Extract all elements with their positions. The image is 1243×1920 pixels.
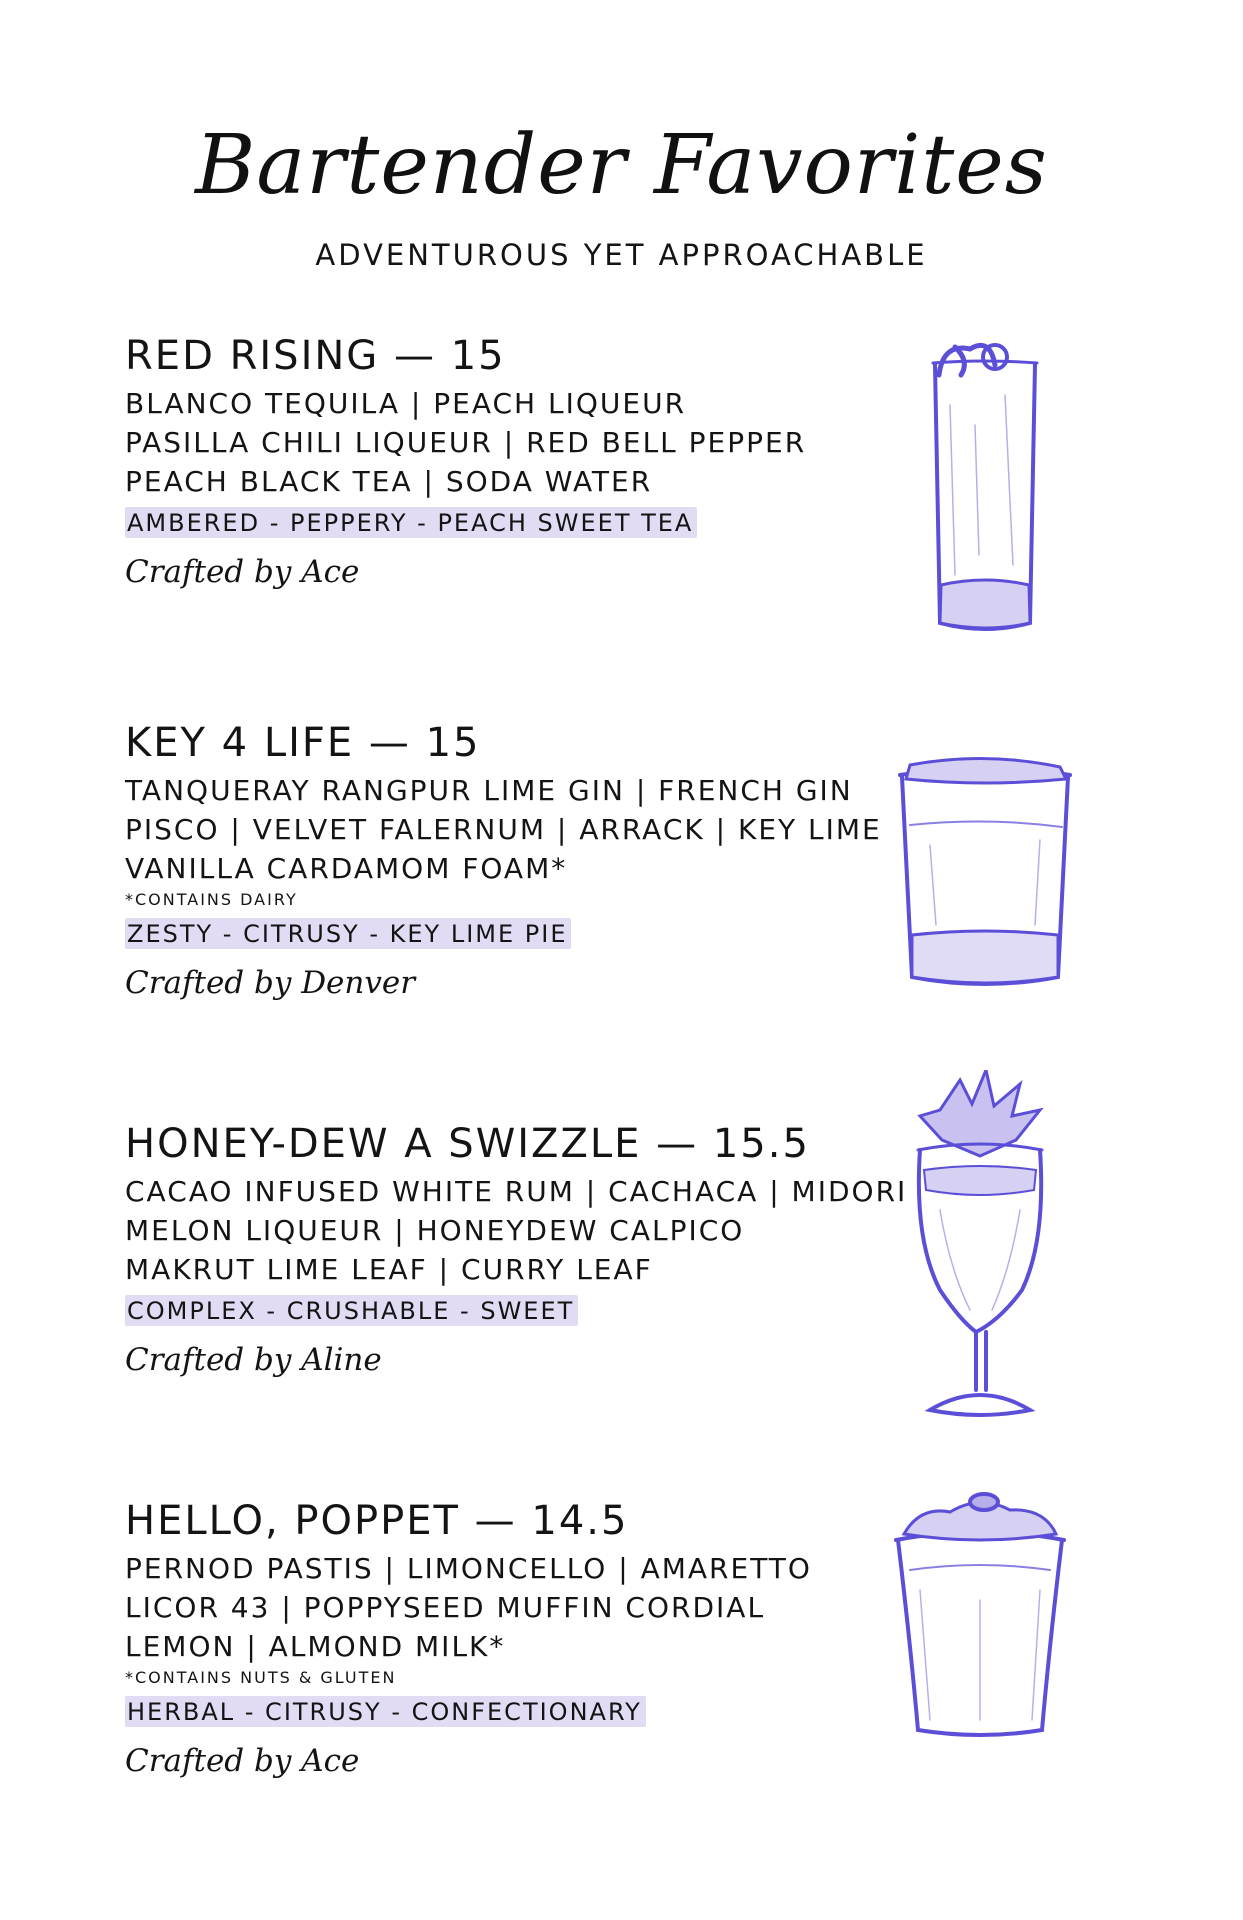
ingredient-line: LICOR 43 | POPPYSEED MUFFIN CORDIAL [125,1591,766,1624]
menu-subtitle: ADVENTUROUS YET APPROACHABLE [315,238,928,272]
ingredient-line: MAKRUT LIME LEAF | CURRY LEAF [125,1253,653,1286]
ingredient-line: PEACH BLACK TEA | SODA WATER [125,465,653,498]
menu-title: Bartender Favorites [195,118,1048,213]
drink-name: RED RISING — 15 [125,333,506,379]
drink-item-honey-dew-a-swizzle [125,1120,908,1378]
drink-item-hello-poppet [125,1497,845,1779]
crafted-by: Crafted by Ace [125,1743,360,1779]
drink-name: KEY 4 LIFE — 15 [125,720,481,766]
drink-item-key-4-life [125,719,882,1001]
ingredient-line: CACAO INFUSED WHITE RUM | CACHACA | MIDORI [125,1175,908,1208]
tasting-notes: ZESTY - CITRUSY - KEY LIME PIE [125,918,571,949]
tulip-glass-icon [900,1070,1060,1430]
tasting-notes: HERBAL - CITRUSY - CONFECTIONARY [125,1696,646,1727]
cobbler-glass-icon [890,1490,1070,1740]
crafted-by: Crafted by Aline [125,1342,382,1378]
ingredient-line: LEMON | ALMOND MILK* [125,1630,506,1663]
drink-item-red-rising [125,332,845,590]
drink-name: HONEY-DEW A SWIZZLE — 15.5 [125,1121,810,1167]
crafted-by: Crafted by Denver [125,965,416,1001]
ingredient-line: PERNOD PASTIS | LIMONCELLO | AMARETTO [125,1552,812,1585]
ingredient-line: PISCO | VELVET FALERNUM | ARRACK | KEY LIME [125,813,882,846]
highball-glass-icon [895,335,1075,645]
ingredient-line: MELON LIQUEUR | HONEYDEW CALPICO [125,1214,745,1247]
drink-name: HELLO, POPPET — 14.5 [125,1498,629,1544]
ingredient-line: VANILLA CARDAMOM FOAM* [125,852,568,885]
ingredient-line: TANQUERAY RANGPUR LIME GIN | FRENCH GIN [125,774,853,807]
rocks-glass-icon [890,755,1080,995]
ingredient-line: PASILLA CHILI LIQUEUR | RED BELL PEPPER [125,426,807,459]
crafted-by: Crafted by Ace [125,554,360,590]
tasting-notes: AMBERED - PEPPERY - PEACH SWEET TEA [125,507,697,538]
ingredient-line: BLANCO TEQUILA | PEACH LIQUEUR [125,387,687,420]
allergen-note: *CONTAINS DAIRY [125,890,298,909]
tasting-notes: COMPLEX - CRUSHABLE - SWEET [125,1295,578,1326]
allergen-note: *CONTAINS NUTS & GLUTEN [125,1668,397,1687]
